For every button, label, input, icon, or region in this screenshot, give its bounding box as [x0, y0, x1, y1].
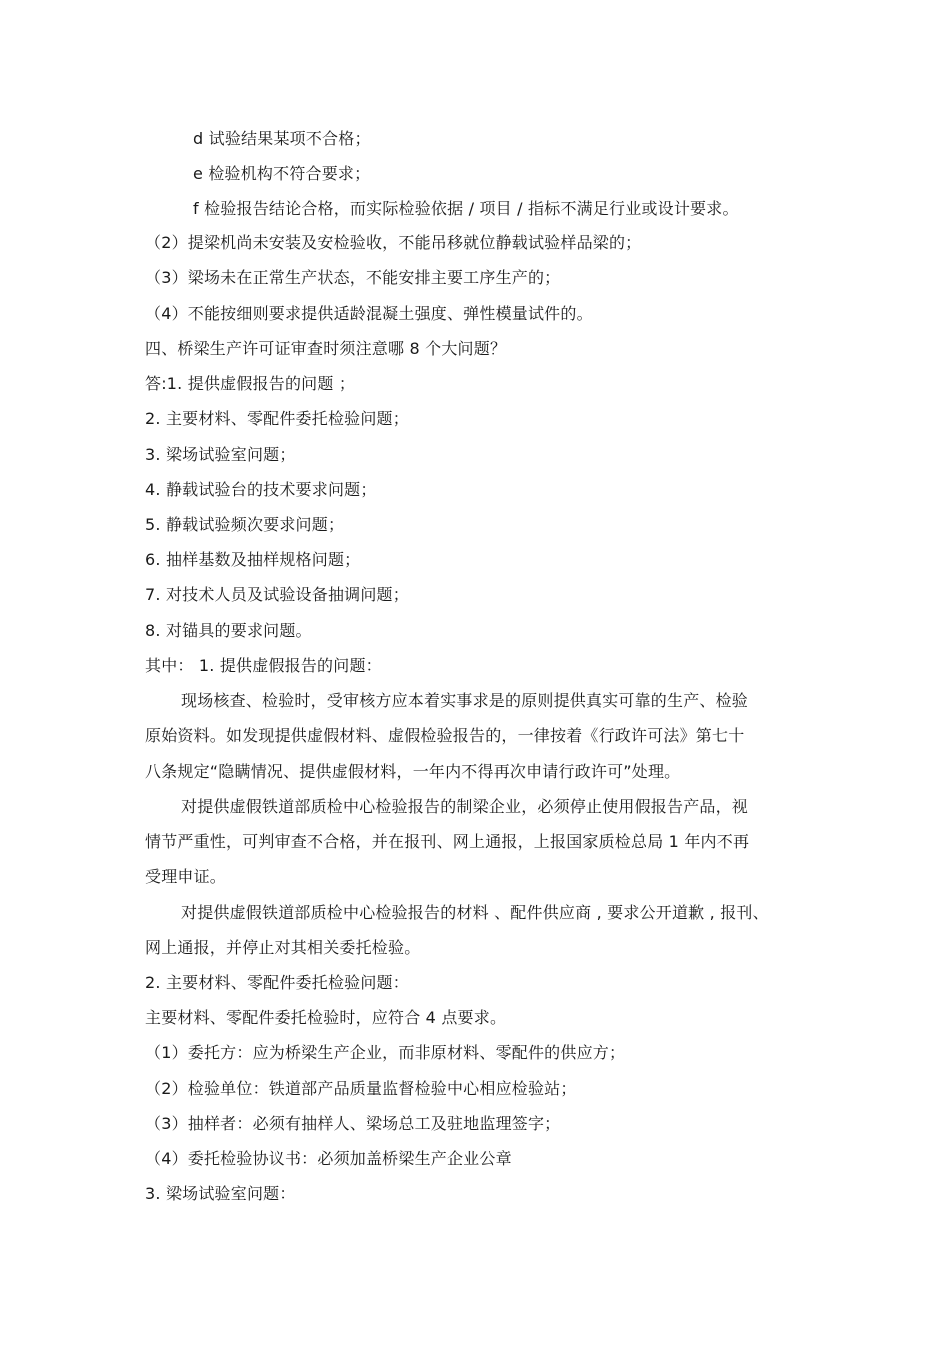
text-line: （2）检验单位：铁道部产品质量监督检验中心相应检验站； [145, 1079, 577, 1098]
text-line: 答:1. 提供虚假报告的问题 ； [145, 374, 356, 393]
text-line: 5. 静载试验频次要求问题； [145, 515, 345, 534]
text-line: 对提供虚假铁道部质检中心检验报告的制梁企业，必须停止使用假报告产品，视 [181, 797, 749, 816]
text-line: 网上通报，并停止对其相关委托检验。 [145, 938, 421, 957]
text-line: e 检验机构不符合要求； [193, 164, 371, 183]
text-line: 八条规定“隐瞒情况、提供虚假材料，一年内不得再次申请行政许可”处理。 [145, 762, 681, 781]
text-line: （4）不能按细则要求提供适龄混凝土强度、弹性模量试件的。 [145, 304, 593, 323]
text-line: （1）委托方：应为桥梁生产企业，而非原材料、零配件的供应方； [145, 1043, 626, 1062]
text-line: 对提供虚假铁道部质检中心检验报告的材料 、配件供应商 , 要求公开道歉 , 报刊、 [181, 903, 769, 922]
text-line: （2）提梁机尚未安装及安检验收，不能吊移就位静载试验样品梁的； [145, 233, 642, 252]
text-line: （4）委托检验协议书：必须加盖桥梁生产企业公章 [145, 1149, 512, 1168]
text-line: 2. 主要材料、零配件委托检验问题： [145, 973, 409, 992]
text-line: 主要材料、零配件委托检验时，应符合 4 点要求。 [145, 1008, 507, 1027]
text-line: 8. 对锚具的要求问题。 [145, 621, 312, 640]
text-line: 其中： 1. 提供虚假报告的问题： [145, 656, 382, 675]
text-line: 现场核查、检验时，受审核方应本着实事求是的原则提供真实可靠的生产、检验 [181, 691, 749, 710]
text-line: （3）梁场未在正常生产状态，不能安排主要工序生产的； [145, 268, 561, 287]
text-line: 6. 抽样基数及抽样规格问题； [145, 550, 361, 569]
text-line: 情节严重性，可判审查不合格，并在报刊、网上通报，上报国家质检总局 1 年内不再 [145, 832, 750, 851]
text-line: 3. 梁场试验室问题； [145, 445, 296, 464]
text-line: f 检验报告结论合格，而实际检验依据 / 项目 / 指标不满足行业或设计要求。 [193, 199, 739, 218]
text-line: （3）抽样者：必须有抽样人、梁场总工及驻地监理签字； [145, 1114, 561, 1133]
text-line: 3. 梁场试验室问题： [145, 1184, 296, 1203]
text-line: 受理申证。 [145, 867, 227, 886]
text-line: 7. 对技术人员及试验设备抽调问题； [145, 585, 409, 604]
text-line: d 试验结果某项不合格； [193, 129, 371, 148]
text-line: 2. 主要材料、零配件委托检验问题； [145, 409, 409, 428]
section-heading: 四、桥梁生产许可证审查时须注意哪 8 个大问题？ [145, 339, 507, 358]
text-line: 4. 静载试验台的技术要求问题； [145, 480, 377, 499]
text-line: 原始资料。如发现提供虚假材料、虚假检验报告的，一律按着《行政许可法》第七十 [145, 726, 745, 745]
